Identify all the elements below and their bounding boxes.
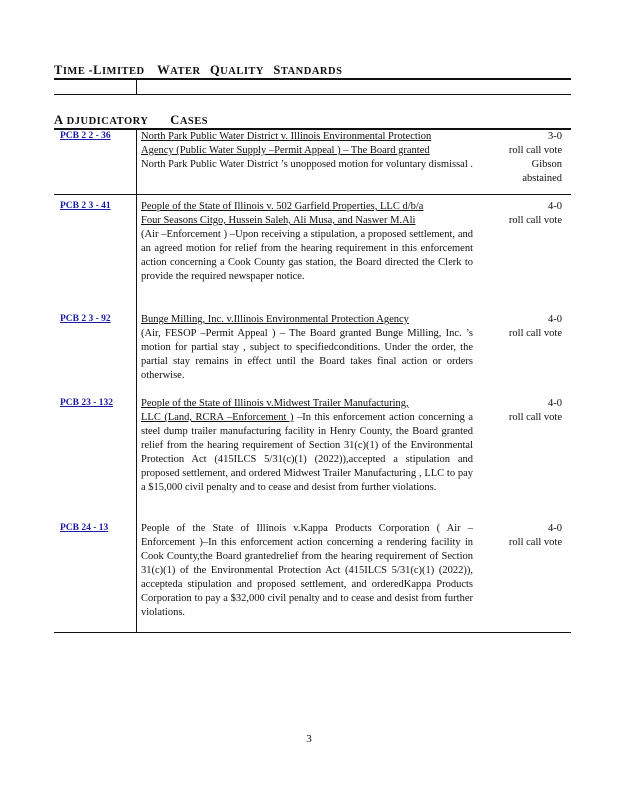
vote-count: 4-0 [548,398,562,409]
case-title-line: LLC (Land, RCRA –Enforcement ) [141,412,294,423]
table-column-divider [136,130,137,633]
heading-bottom-rule [54,94,571,95]
case-title-line: Bunge Milling, Inc. v.Illinois Environmental Protection Agency [141,314,409,325]
case-link-pcb-23-41[interactable]: PCB 2 3 - 41 [60,201,111,211]
vote-type: roll call vote [508,145,562,156]
vote-count: 4-0 [548,523,562,534]
heading-word-5: STANDARDS [273,63,343,77]
subheading-word-1: A DJUDICATORY [54,113,149,127]
case-description [141,200,473,284]
case-title-line: People of the State of Illinois v.Midwest Trailer Manufacturing, [141,398,409,409]
table-bottom-rule [54,632,571,633]
vote-count: 4-0 [548,314,562,325]
case-body: North Park Public Water District ’s unopposed motion for voluntary dismissal . [141,159,474,170]
vote-count: 3-0 [548,131,562,142]
sub-heading [54,113,208,128]
heading-word-3: WATER [157,63,201,77]
heading-rule [54,78,571,80]
heading-word-2: -LIMITED [88,63,145,77]
case-link-pcb-22-36[interactable]: PCB 2 2 - 36 [60,131,111,141]
heading-word-1: TIME [54,63,89,77]
case-body: People of the State of Illinois v.Kappa Products Corporation ( Air – Enforcement )–In this enforcement action concerning a rendering facility in Cook County,the Board grantedrelief from the hearing requirement of Section 31(c)(1) of the Environmental Protection Act (415ILCS 5/31(c)(1) (2022)), accepteda stipulation and proposed settlement, and orderedKappa Products Corporation to pay a $32,000 civil penalty and to cease and desist from further violations. [141,523,473,618]
case-vote [472,200,562,228]
section-heading [54,63,342,78]
case-description [141,130,473,172]
vote-type: roll call vote [508,215,562,226]
case-body: (Air, FESOP –Permit Appeal ) – The Board granted Bunge Milling, Inc. ’s motion for partial stay , subject to specifiedconditions. Under the order, the partial stay remains in effect until the Board takes final action or orders otherwise. [141,328,473,381]
case-title-line: People of the State of Illinois v. 502 Garfield Properties, LLC d/b/a [141,201,424,212]
case-title-line: Four Seasons Citgo, Hussein Saleh, Ali Musa, and Naswer M.Ali [141,215,416,226]
case-description [141,397,473,495]
page-number: 3 [306,733,312,745]
subheading-word-2: CASES [170,113,209,127]
vote-note: abstained [522,173,562,184]
row-divider [54,194,571,195]
case-vote [472,522,562,550]
case-title-line: North Park Public Water District v. Illinois Environmental Protection [141,131,432,142]
heading-column-divider [136,80,137,94]
vote-type: roll call vote [508,412,562,423]
vote-type: roll call vote [508,328,562,339]
heading-word-4: QUALITY [209,63,265,77]
case-vote [472,397,562,425]
case-link-pcb-24-13[interactable]: PCB 24 - 13 [60,523,109,533]
case-link-pcb-23-132[interactable]: PCB 23 - 132 [60,398,114,408]
case-body: (Air –Enforcement ) –Upon receiving a stipulation, a proposed settlement, and an agreed motion for relief from the hearing requirement in this enforcement action concerning a Cook County gas station, the Board directed the Clerk to provide the required newspaper notice. [141,229,473,282]
case-description [141,522,473,620]
case-body: –In this enforcement action concerning a steel dump trailer manufacturing facility in Henry County, the Board granted relief from the hearing requirement of Section 31(c)(1) of the Environmental Protection Act (415ILCS 5/31(c)(1) (2022)),accepted a stipulation and proposed settlement, and ordered Midwest Trailer Manufacturing , LLC to pay a $15,000 civil penalty and to cease and desist from further violations. [141,412,474,493]
case-description [141,313,473,383]
vote-count: 4-0 [548,201,562,212]
vote-note: Gibson [531,159,562,170]
case-link-pcb-23-92[interactable]: PCB 2 3 - 92 [60,314,111,324]
case-title-line: Agency (Public Water Supply –Permit Appeal ) – The Board granted [141,145,430,156]
vote-type: roll call vote [508,537,562,548]
case-vote [472,313,562,341]
case-vote [472,130,562,186]
